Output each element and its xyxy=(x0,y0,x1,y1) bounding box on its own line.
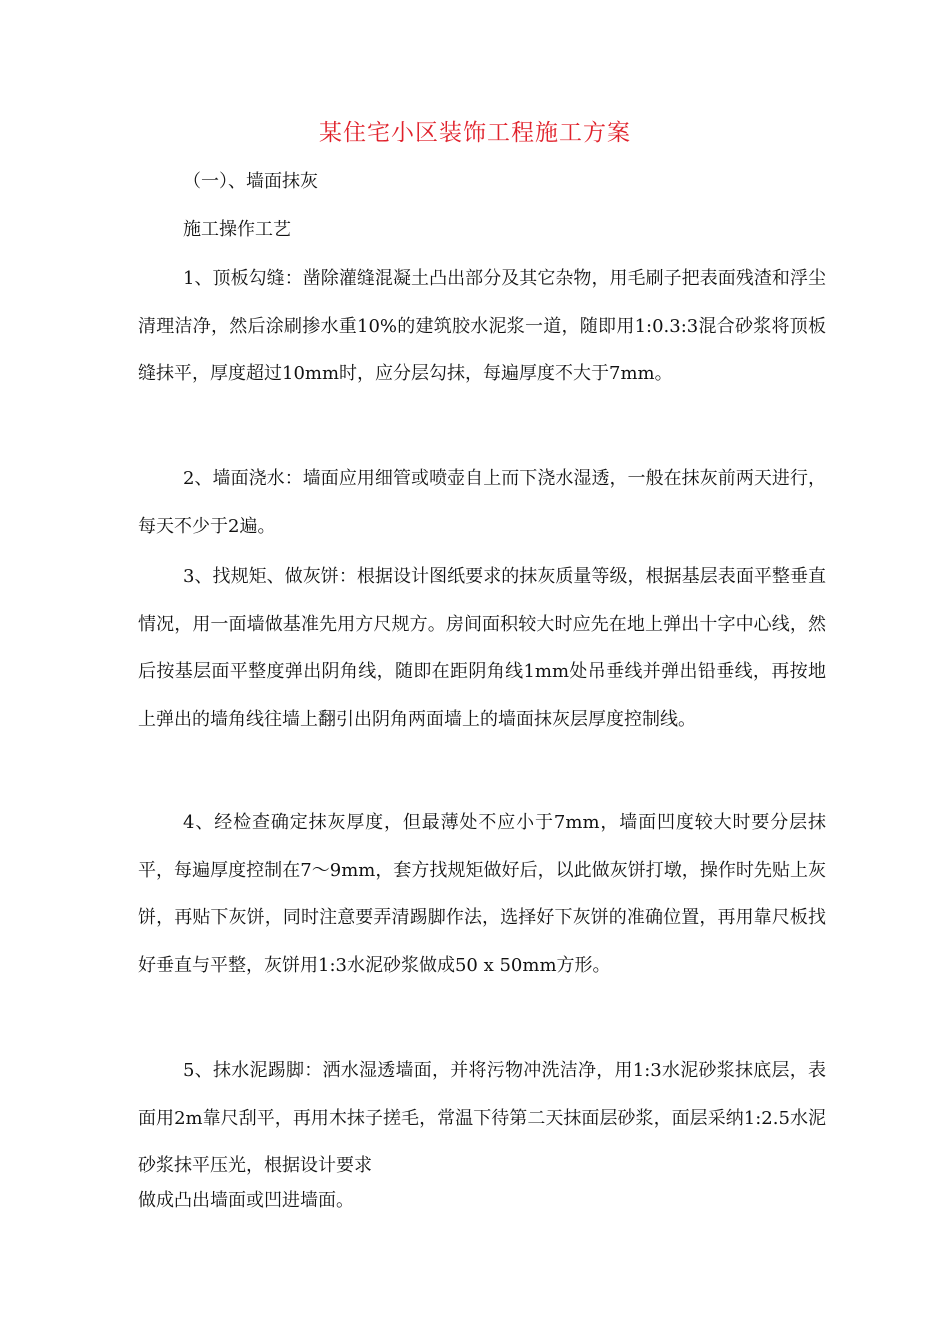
section-heading: （一）、墙面抹灰 xyxy=(183,171,318,192)
document-title: 某住宅小区装饰工程施工方案 xyxy=(319,120,631,146)
trailing-line: 做成凸出墙面或凹进墙面。 xyxy=(138,1190,354,1211)
subheading: 施工操作工艺 xyxy=(183,219,291,240)
paragraph-5: 5、抹水泥踢脚：洒水湿透墙面，并将污物冲洗洁净，用1:3水泥砂浆抹底层，表面用2m靠尺刮平，再用木抹子搓毛，常温下待第二天抹面层砂浆，面层采纳1:2.5水泥砂浆抹平压光，根据设计要求 xyxy=(138,1060,826,1176)
paragraph-2: 2、墙面浇水：墙面应用细管或喷壶自上而下浇水湿透，一般在抹灰前两天进行，每天不少于2遍。 xyxy=(138,468,826,537)
paragraph-3: 3、找规矩、做灰饼：根据设计图纸要求的抹灰质量等级，根据基层表面平整垂直情况，用一面墙做基准先用方尺规方。房间面积较大时应先在地上弹出十字中心线，然后按基层面平整度弹出阴角线，随即在距阴角线1mm处吊垂线并弹出铅垂线，再按地上弹出的墙角线往墙上翻引出阴角两面墙上的墙面抹灰层厚度控制线。 xyxy=(138,566,826,730)
paragraph-1: 1、顶板勾缝：凿除灌缝混凝土凸出部分及其它杂物，用毛刷子把表面残渣和浮尘清理洁净，然后涂刷掺水重10%的建筑胶水泥浆一道，随即用1:0.3:3混合砂浆将顶板缝抹平，厚度超过10mm时，应分层勾抹，每遍厚度不大于7mm。 xyxy=(138,268,826,384)
paragraph-4: 4、经检查确定抹灰厚度，但最薄处不应小于7mm，墙面凹度较大时要分层抹平，每遍厚度控制在7〜9mm，套方找规矩做好后，以此做灰饼打墩，操作时先贴上灰饼，再贴下灰饼，同时注意要弄清踢脚作法，选择好下灰饼的准确位置，再用靠尺板找好垂直与平整，灰饼用1:3水泥砂浆做成50 x 50mm方形。 xyxy=(138,812,826,976)
